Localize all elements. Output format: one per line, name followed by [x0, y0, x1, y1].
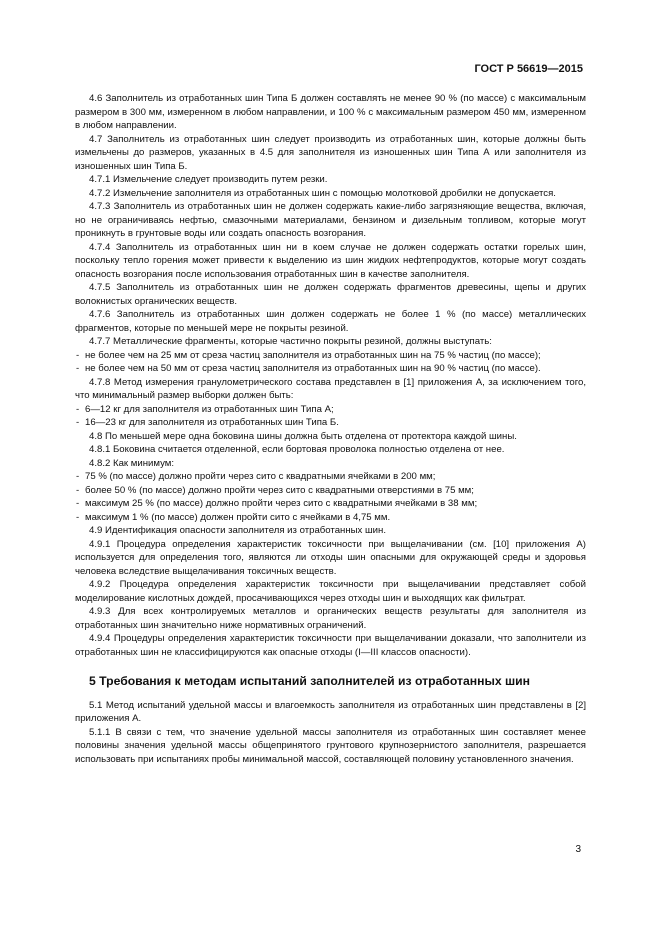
- paragraph-5-1-1: 5.1.1 В связи с тем, что значение удельной массы заполнителя из отработанных шин составляет менее половины значения удельной массы общепринятого грунтового крупнозернистого заполнителя, разрешается использовать при испытаниях пробы минимальной массой, составляющей половину установленного значения.: [75, 726, 586, 765]
- list-item-text: не более чем на 50 мм от среза частиц заполнителя из отработанных шин на 90 % частиц (по массе).: [85, 363, 541, 374]
- paragraph-4-9-4: 4.9.4 Процедуры определения характеристик токсичности при выщелачивании доказали, что заполнители из отработанных шин не классифицируются как опасные отходы (I—III классов опасности).: [75, 633, 586, 658]
- list-item-text: 16—23 кг для заполнителя из отработанных шин Типа Б.: [85, 417, 339, 428]
- paragraph-4-6: 4.6 Заполнитель из отработанных шин Типа Б должен составлять не менее 90 % (по массе) с максимальным размером в 300 мм, измеренном в любом направлении, и 100 % с максимальным размером 450 мм, измеренном в любом направлении.: [75, 93, 586, 131]
- section-5-heading: 5 Требования к методам испытаний заполнителей из отработанных шин: [89, 674, 531, 688]
- list-dash: -: [76, 417, 80, 428]
- document-body: [75, 92, 586, 766]
- list-item: [75, 349, 586, 363]
- paragraph-5-1: 5.1 Метод испытаний удельной массы и влагоемкость заполнителя из отработанных шин представлены в [2] приложения А.: [75, 699, 586, 724]
- paragraph-4-8: 4.8 По меньшей мере одна боковина шины должна быть отделена от протектора каждой шины.: [89, 430, 517, 442]
- paragraph-4-7-8: 4.7.8 Метод измерения гранулометрического состава представлен в [1] приложения А, за исключением того, что минимальный размер выборки должен быть:: [75, 376, 586, 401]
- list-item-text: не более чем на 25 мм от среза частиц заполнителя из отработанных шин на 75 % частиц (по массе);: [85, 349, 541, 361]
- list-dash: -: [76, 471, 80, 482]
- list-item-text: максимум 1 % (по массе) должен пройти сито с ячейками в 4,75 мм.: [85, 511, 391, 523]
- paragraph-4-9-1: 4.9.1 Процедура определения характеристик токсичности при выщелачивании (см. [10] приложения А) используется для определения того, являются ли отходы шин опасными для окружающей среды и здоровья человека вследствие выщелачивания токсичных веществ.: [75, 538, 586, 577]
- page-number: 3: [575, 844, 581, 855]
- paragraph-4-8-2: 4.8.2 Как минимум:: [89, 457, 175, 469]
- list-dash: -: [76, 511, 80, 523]
- paragraph-4-7-3: 4.7.3 Заполнитель из отработанных шин не должен содержать какие-либо загрязняющие вещества, включая, но не ограничиваясь нефтью, смазочными материалами, бензином и дизельным топливом, которые могут проникнуть в грунтовые воды или создать опасность возгорания.: [75, 201, 586, 239]
- paragraph-4-9-3: 4.9.3 Для всех контролируемых металлов и органических веществ результаты для заполнителя из отработанных шин значительно ниже нормативных ограничений.: [75, 606, 586, 631]
- paragraph-4-9-2: 4.9.2 Процедура определения характеристик токсичности при выщелачивании представляет собой моделирование кислотных дождей, просачивающихся через отходы шин и выходящих как фильтрат.: [75, 579, 586, 604]
- list-item: [75, 403, 586, 417]
- list-item-text: более 50 % (по массе) должно пройти через сито с квадратными отверстиями в 75 мм;: [85, 484, 474, 496]
- list-item: [75, 416, 586, 430]
- paragraph-4-7-6: 4.7.6 Заполнитель из отработанных шин должен содержать не более 1 % (по массе) металлических фрагментов, которые по меньшей мере не покрыты резиной.: [75, 309, 586, 334]
- list-item: [75, 511, 586, 525]
- list-item-text: максимум 25 % (по массе) должно пройти через сито с квадратными ячейками в 38 мм;: [85, 498, 478, 509]
- list-item: [75, 484, 586, 498]
- paragraph-4-7-7: 4.7.7 Металлические фрагменты, которые частично покрыты резиной, должны выступать:: [89, 336, 492, 347]
- list-dash: -: [76, 349, 80, 361]
- list-dash: -: [76, 363, 80, 374]
- paragraph-4-7: 4.7 Заполнитель из отработанных шин следует производить из отработанных шин, которые должны быть измельчены до размеров, указанных в 4.5 для заполнителя из изношенных шин Типа А или заполнителя из изношенных шин Типа Б.: [75, 133, 586, 172]
- list-item: [75, 497, 586, 511]
- list-dash: -: [76, 498, 80, 509]
- list-dash: -: [76, 484, 80, 496]
- list-dash: -: [76, 403, 80, 415]
- standard-number: ГОСТ Р 56619—2015: [474, 63, 583, 75]
- list-item: [75, 470, 586, 484]
- list-item-text: 6—12 кг для заполнителя из отработанных шин Типа А;: [85, 403, 334, 415]
- paragraph-4-7-1: 4.7.1 Измельчение следует производить путем резки.: [89, 174, 328, 185]
- list-item-text: 75 % (по массе) должно пройти через сито с квадратными ячейками в 200 мм;: [85, 471, 436, 482]
- list-item: [75, 362, 586, 376]
- paragraph-4-7-5: 4.7.5 Заполнитель из отработанных шин не должен содержать фрагментов древесины, щепы и других волокнистых органических веществ.: [75, 282, 586, 307]
- paragraph-4-7-2: 4.7.2 Измельчение заполнителя из отработанных шин с помощью молотковой дробилки не допускается.: [89, 187, 556, 199]
- paragraph-4-8-1: 4.8.1 Боковина считается отделенной, если бортовая проволока полностью отделена от нее.: [89, 444, 505, 455]
- paragraph-4-9: 4.9 Идентификация опасности заполнителя из отработанных шин.: [89, 525, 387, 536]
- paragraph-4-7-4: 4.7.4 Заполнитель из отработанных шин ни в коем случае не должен содержать остатки горелых шин, поскольку тепло горения может привести к выделению из шин жидких нефтепродуктов, которые могут создать опасность возгорания после использования отработанных шин в качестве заполнителя.: [75, 241, 586, 280]
